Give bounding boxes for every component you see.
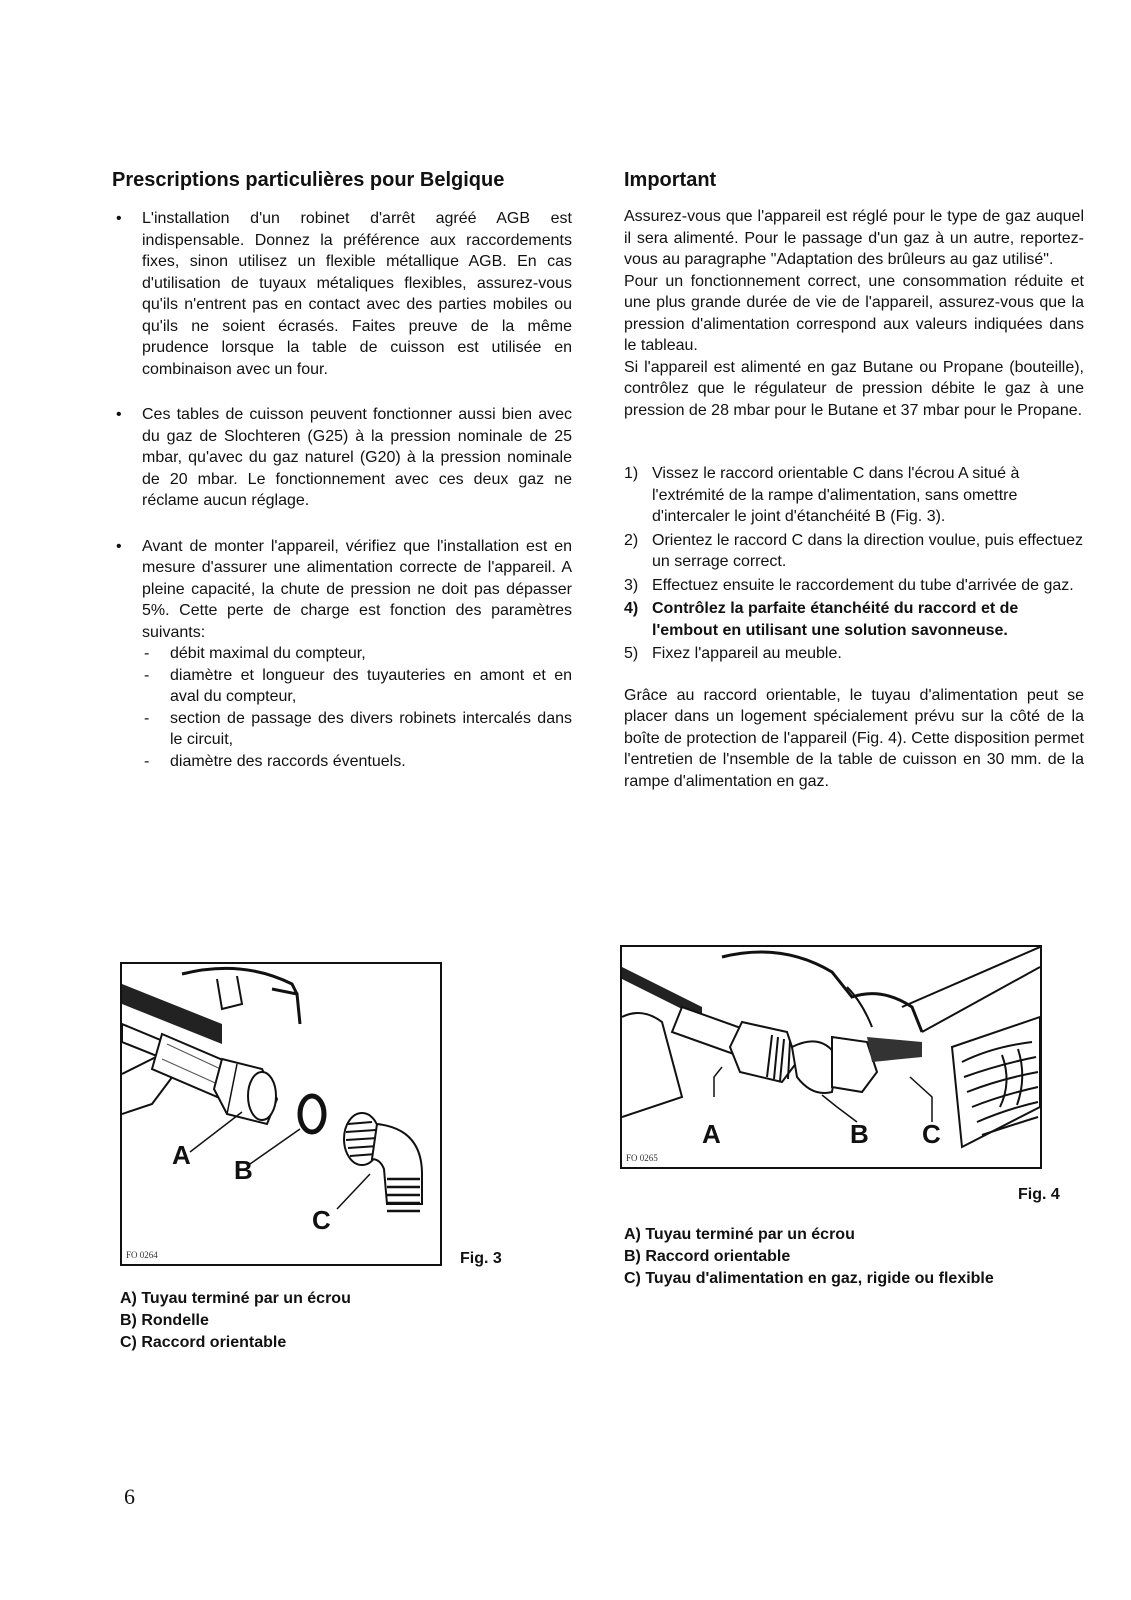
figure-3	[120, 962, 442, 1266]
steps-list	[624, 463, 1084, 665]
figure-code: FO 0265	[626, 1153, 658, 1163]
page-number: 6	[124, 1484, 135, 1509]
closing-paragraph: Grâce au raccord orientable, le tuyau d'alimentation peut se placer dans un logement spécialement prévu sur la côté de la boîte de protection de l'appareil (Fig. 4). Cette disposition permet l'entretien de l'nsemble de la table de cuisson en 30 mm. de la rampe d'alimentation en gaz.	[624, 686, 1084, 790]
bullet-icon: •	[116, 537, 122, 555]
fig3-letter-a: A	[172, 1140, 191, 1170]
bullet-item	[112, 536, 572, 773]
step-item: 3) Effectuez ensuite le raccordement du tube d'arrivée de gaz.	[624, 576, 1074, 594]
left-column	[112, 168, 572, 772]
legend-item: B) Raccord orientable	[624, 1248, 791, 1265]
list-item: - section de passage des divers robinets intercalés dans le circuit,	[144, 709, 572, 748]
figure-caption: Fig. 3	[460, 1250, 502, 1267]
paragraph: Assurez-vous que l'appareil est réglé pour le type de gaz auquel il sera alimenté. Pour le passage d'un gaz à un autre, reportez-vous au paragraphe "Adaptation des brûleurs au gaz utilisé".	[624, 208, 1084, 268]
step-item: 5) Fixez l'appareil au meuble.	[624, 645, 842, 662]
paragraph: Si l'appareil est alimenté en gaz Butane ou Propane (bouteille), contrôlez que le régulateur de pression débite le gaz à une pression de 28 mbar pour le Butane et 37 mbar pour le Propane.	[624, 358, 1084, 419]
bullet-icon: •	[116, 210, 122, 227]
legend-item: C) Tuyau d'alimentation en gaz, rigide ou flexible	[624, 1270, 994, 1287]
list-item: - diamètre et longueur des tuyauteries en amont et en aval du compteur,	[144, 666, 572, 705]
bullet-text: Avant de monter l'appareil, vérifiez que l'installation est en mesure d'assurer une alimentation correcte de l'appareil. A pleine capacité, la chute de pression ne doit pas dépasser 5%. Cette perte de charge est fonction des paramètres suivants:	[142, 537, 572, 641]
right-column	[624, 168, 1084, 792]
bullet-text: L'installation d'un robinet d'arrêt agréé AGB est indispensable. Donnez la préférence aux raccordements fixes, sinon utilisez un flexible métallique AGB. En cas d'utilisation de tuyaux métaliques flexibles, assurez-vous qu'ils n'entrent pas en contact avec des parties mobiles ou qu'ils ne soient écrasés. Faites preuve de la même prudence lorsque la table de cuisson est utilisée en combinaison avec un four.	[142, 210, 572, 378]
bullet-icon: •	[116, 406, 122, 423]
figure-caption: Fig. 4	[1018, 1186, 1060, 1203]
list-item: - diamètre des raccords éventuels.	[144, 752, 406, 770]
step-item: 4) Contrôlez la parfaite étanchéité du raccord et de l'embout en utilisant une solution savonneuse.	[624, 600, 1019, 639]
fig4-letter-a: A	[702, 1119, 721, 1149]
fig4-letter-c: C	[922, 1119, 941, 1149]
list-item: - débit maximal du compteur,	[144, 645, 366, 662]
step-item: 1) Vissez le raccord orientable C dans l'écrou A situé à l'extrémité de la rampe d'alimentation, sans omettre d'intercaler le joint d'étanchéité B (Fig. 3).	[624, 465, 1020, 525]
figure-legend	[120, 1288, 351, 1354]
fig3-letter-b: B	[234, 1155, 253, 1185]
bullet-item	[112, 404, 572, 512]
fig4-illustration	[622, 947, 1040, 1167]
figure-4	[620, 945, 1042, 1169]
legend-item: A) Tuyau terminé par un écrou	[624, 1226, 855, 1243]
fig3-illustration	[122, 964, 440, 1264]
figure-legend	[624, 1224, 994, 1290]
legend-item: C) Raccord orientable	[120, 1334, 287, 1351]
figure-code: FO 0264	[126, 1250, 158, 1260]
paragraph: Pour un fonctionnement correct, une consommation réduite et une plus grande durée de vie de l'appareil, assurez-vous que la pression d'alimentation correspond aux valeurs indiquées dans le tableau.	[624, 272, 1084, 354]
section-title-important: Important	[624, 169, 717, 191]
parameter-list	[142, 643, 572, 772]
bullet-item	[112, 208, 572, 380]
legend-item: B) Rondelle	[120, 1312, 209, 1329]
step-item: 2) Orientez le raccord C dans la direction voulue, puis effectuez un serrage correct.	[624, 531, 1084, 570]
fig4-letter-b: B	[850, 1119, 869, 1149]
bullet-text: Ces tables de cuisson peuvent fonctionner aussi bien avec du gaz de Slochteren (G25) à la pression nominale de 25 mbar, qu'avec du gaz naturel (G20) à la pression nominale de 20 mbar. Le fonctionnement avec ces deux gaz ne réclame aucun réglage.	[142, 406, 572, 509]
section-title-belgique: Prescriptions particulières pour Belgique	[112, 169, 505, 191]
fig3-letter-c: C	[312, 1205, 331, 1235]
legend-item: A) Tuyau terminé par un écrou	[120, 1290, 351, 1307]
